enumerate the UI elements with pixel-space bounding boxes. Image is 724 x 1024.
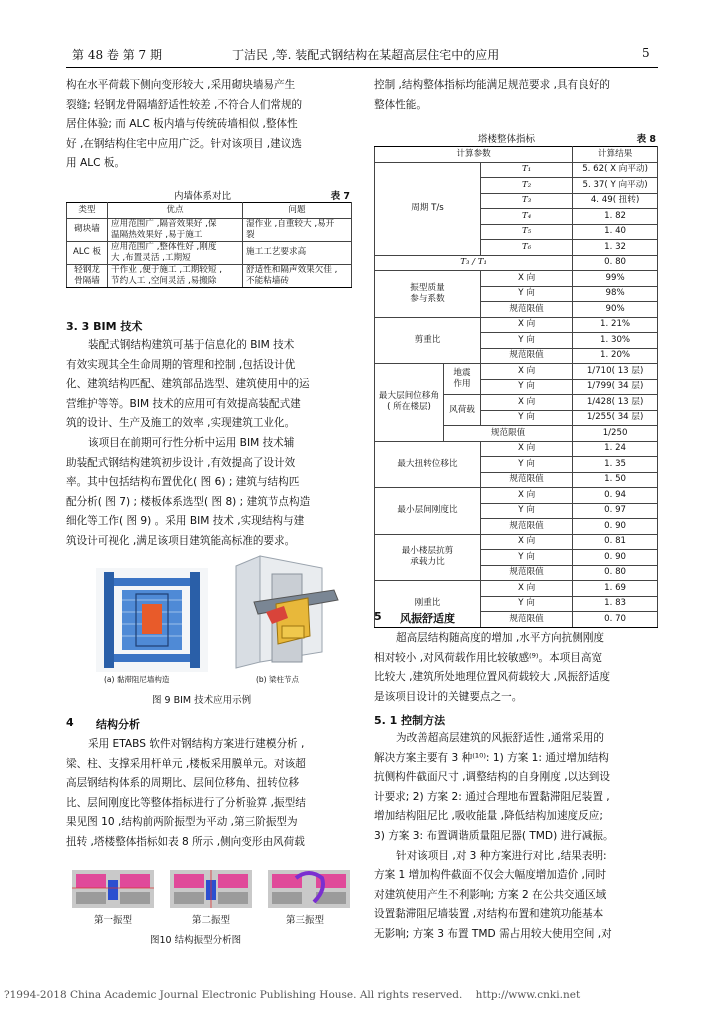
cell-line: 应用范围广 ,隔音效果好 ,保 [111,218,217,229]
table7-title: 内墙体系对比 [174,191,232,202]
table8-cell: 1/710( 13 层) [573,364,658,380]
table8-cell [375,534,481,581]
cell-line: 骨隔墙 [74,275,100,286]
table8-cell: X 向 [481,581,573,597]
table8-cell: X 向 [481,534,573,550]
line: 整体性能。 [374,98,427,111]
table7-header: 类型 [67,203,108,219]
line: 解决方案主要有 3 种⁽¹⁰⁾: 1) 方案 1: 通过增加结构 [374,751,609,764]
line: 比较大 ,建筑所处地理位置风荷载较大 ,风振舒适度 [374,671,610,684]
table8-cell: Y 向 [481,286,573,302]
copyright-footer: ?1994-2018 China Academic Journal Electronic Publishing House. All rights reserved. http://www.cnki.net [4,989,581,1001]
table-row [375,534,658,550]
table8-cell: 1. 50 [573,472,658,488]
table8-cell [375,271,481,318]
page-number: 5 [642,46,650,60]
line: 3) 方案 3: 布置调谐质量阻尼器( TMD) 进行减振。 [374,829,614,842]
cell-line: 温隔热效果好 ,易于施工 [111,229,203,240]
line: 控制 ,结构整体指标均能满足规范要求 ,具有良好的 [374,79,610,91]
table8-cell: Y 向 [481,503,573,519]
line: 为改善超高层建筑的风振舒适性 ,通常采用的 [396,732,605,744]
table8-cell: 5. 62( X 向平动) [573,162,658,178]
left-intro [66,76,352,174]
table8-cell: 1. 30% [573,333,658,349]
line: 计要求; 2) 方案 2: 通过合理地布置黏滞阻尼装置 , [374,790,610,803]
table7-label: 表 7 [330,191,350,202]
table7-cell [243,218,352,241]
table8-cell: Y 向 [481,550,573,566]
table8-cell: X 向 [481,317,573,333]
line: 配分析( 图 7) ; 楼板体系选型( 图 8) ; 建筑节点构造 [66,495,311,508]
line: 方案 1 增加构件截面不仅会大幅度增加造价 ,同时 [374,869,607,882]
table8-cell: 98% [573,286,658,302]
table8-cell: 最小层间刚度比 [375,488,481,535]
table8-cell: 周期 T/s [375,162,481,255]
section-5-1-title: 5. 1 控制方法 [374,714,446,727]
line: 比、层间刚度比等整体指标进行了分析验算 ,振型结 [66,796,306,809]
table7-header: 优点 [108,203,243,219]
table-row [375,317,658,333]
cell-line: 最小楼层抗剪 [401,546,454,557]
table8-cell: T₂ [481,178,573,194]
cell-line: 干作业 ,便于施工 ,工期较短 , [111,264,222,275]
table-row [375,255,658,271]
line: 化、建筑结构匹配、建筑部品选型、建筑使用中的运 [66,378,310,391]
line: 率。其中包括结构布置优化( 图 6) ; 建筑与结构匹 [66,476,300,489]
table8-cell: 1/799( 34 层) [573,379,658,395]
running-title: 丁洁民 ,等. 装配式钢结构在某超高层住宅中的应用 [232,48,500,62]
table8-cell: 剪重比 [375,317,481,364]
table-row [67,264,352,287]
cell-line: 大 ,布置灵活 ,工期短 [111,252,191,263]
table7-header: 问题 [243,203,352,219]
line: 该项目在前期可行性分析中运用 BIM 技术辅 [88,436,295,449]
table-row [375,581,658,597]
table8-grid [374,146,658,628]
line: 设置黏滞阻尼墙装置 ,对结构布置和建筑功能基本 [374,908,604,921]
table8-label: 表 8 [636,134,656,145]
line: 好 ,在钢结构住宅中应用广泛。针对该项目 ,建议选 [66,137,302,150]
table8-cell: 0. 80 [573,565,658,581]
table8-cell: T₃ [481,193,573,209]
section-4-title: 结构分析 [96,718,140,731]
table8-cell: 5. 37( Y 向平动) [573,178,658,194]
table8-cell [444,364,481,395]
section-5-body [374,629,658,707]
journal-volume: 第 48 卷 第 7 期 [72,48,162,62]
line: 高层钢结构体系的周期比、层间位移角、扭转位移 [66,777,300,790]
line: 针对该项目 ,对 3 种方案进行对比 ,结果表明: [396,849,607,862]
table8-cell: 规范限值 [481,348,573,364]
table8-cell: Y 向 [481,596,573,612]
cell-line: 参与系数 [410,293,445,304]
table8-cell: 1/255( 34 层) [573,410,658,426]
table8-cell: 规范限值 [481,612,573,628]
table-row [375,162,658,178]
table8-header: 计算结果 [573,147,658,163]
table8-cell: 0. 81 [573,534,658,550]
cell-line: 承载力比 [410,557,445,568]
table7-cell: ALC 板 [67,241,108,264]
table8-cell: X 向 [481,441,573,457]
beam-column-joint-illustration [226,552,344,670]
table7 [66,186,352,288]
table8-cell: 0. 90 [573,550,658,566]
table7-cell [108,218,243,241]
line: 细化等工作( 图 9) 。采用 BIM 技术 ,实现结构与建 [66,515,305,528]
table8-cell: 1. 20% [573,348,658,364]
table-row [375,271,658,287]
table8-cell: 1. 83 [573,596,658,612]
cell-line: 振型质量 [410,282,445,293]
cell-line: 地震 [453,368,471,378]
table7-cell: 砌块墙 [67,218,108,241]
figure10-mode-shapes [72,864,352,914]
table8-cell: 规范限值 [481,472,573,488]
line: 营维护等等。BIM 技术的应用可有效提高装配式建 [66,397,301,410]
section-5-number: 5 [374,610,382,623]
line: 居住体验; 而 ALC 板内墙与传统砖墙相似 ,整体性 [66,118,298,131]
table8-cell: 刚重比 [375,581,481,628]
figure9a-caption: (a) 黏滞阻尼墙构造 [104,675,170,684]
table8-cell: 0. 80 [573,255,658,271]
section-4-body [66,735,352,853]
table8-cell: 风荷载 [444,395,481,426]
table8-cell: 4. 49( 扭转) [573,193,658,209]
table8-cell: T₄ [481,209,573,225]
table8-cell: 0. 90 [573,519,658,535]
table7-cell: 施工工艺要求高 [243,241,352,264]
cell-line: 裂 [246,229,255,240]
line: 构在水平荷载下侧向变形较大 ,采用砌块墙易产生 [66,79,296,91]
table8-header: 计算参数 [375,147,573,163]
table8-cell: 90% [573,302,658,318]
figure9-caption: 图 9 BIM 技术应用示例 [152,695,252,706]
line: 扭转 ,塔楼整体指标如表 8 所示 ,侧向变形由风荷载 [66,835,305,848]
damper-wall-illustration [96,568,208,672]
cell-line: 节约人工 ,空间灵活 ,易搬除 [111,275,217,286]
table7-cell [243,264,352,287]
table8-cell: X 向 [481,395,573,411]
figure10-label-2: 第二振型 [192,915,231,926]
table8-cell: 规范限值 [481,302,573,318]
table8-cell: T₅ [481,224,573,240]
table8-cell: X 向 [481,488,573,504]
table8-cell: Y 向 [481,379,573,395]
section-5-title: 风振舒适度 [400,612,455,625]
line: 抗侧构件截面尺寸 ,调整结构的自身刚度 ,以达到设 [374,771,610,784]
table8-cell [375,364,444,442]
table8-cell: X 向 [481,364,573,380]
cell-line: 最大层间位移角 [378,391,440,402]
table8-cell: 1. 21% [573,317,658,333]
table8-cell: 1. 24 [573,441,658,457]
section-3-3-body [66,336,352,552]
figure10-label-1: 第一振型 [94,915,133,926]
figure9b-caption: (b) 梁柱节点 [256,675,299,684]
table8-cell: 1. 40 [573,224,658,240]
table8-cell: 1. 35 [573,457,658,473]
line: 筑设计可视化 ,满足该项目建筑能高标准的要求。 [66,534,296,547]
cell-line: 应用范围广 ,整体性好 ,刚度 [111,241,217,252]
line: 无影响; 方案 3 布置 TMD 需占用较大使用空间 ,对 [374,927,612,940]
table8-cell: Y 向 [481,410,573,426]
line: 相对较小 ,对风荷载作用比较敏感⁽⁹⁾。本项目高宽 [374,651,603,664]
line: 是该项目设计的关键要点之一。 [374,690,523,703]
table8-cell: 0. 70 [573,612,658,628]
line: 采用 ETABS 软件对钢结构方案进行建模分析 , [88,738,305,750]
table8-cell: T₆ [481,240,573,256]
line: 有效实现其全生命周期的管理和控制 ,包括设计优 [66,358,296,371]
table7-grid [66,202,352,288]
line: 助装配式钢结构建筑初步设计 ,有效提高了设计效 [66,456,296,469]
line: 超高层结构随高度的增加 ,水平方向抗侧刚度 [396,632,605,644]
cell-line: 湿作业 ,自重较大 ,易开 [246,218,335,229]
table7-cell [108,264,243,287]
table8-cell: 1. 82 [573,209,658,225]
line: 梁、柱、支撑采用杆单元 ,楼板采用膜单元。对该超 [66,757,306,770]
section-4-number: 4 [66,716,74,729]
section-5-1-body [374,729,658,945]
figure9b-beam-column-joint [226,552,344,670]
figure10-caption: 图10 结构振型分析图 [150,935,242,946]
table8-cell: 1/428( 13 层) [573,395,658,411]
table8-cell: 99% [573,271,658,287]
table8-title: 塔楼整体指标 [478,134,536,145]
table8-cell: 0. 94 [573,488,658,504]
mode-shapes-illustration [72,864,352,914]
header-rule [66,67,658,68]
line: 筑的设计、生产及施工的效率 ,实现建筑工业化。 [66,417,296,430]
table-row [375,441,658,457]
table-row [375,488,658,504]
table8-cell: 规范限值 [481,565,573,581]
table8-cell: 1. 32 [573,240,658,256]
table8-cell: 0. 97 [573,503,658,519]
line: 增加结构阻尼比 ,吸收能量 ,降低结构加速度反应; [374,810,603,823]
table7-cell [108,241,243,264]
line: 裂缝; 轻钢龙骨隔墙舒适性较差 ,不符合人们常规的 [66,98,303,111]
table8 [374,130,658,628]
section-3-3-title: 3. 3 BIM 技术 [66,320,143,333]
table8-cell: X 向 [481,271,573,287]
table-row [67,241,352,264]
table8-cell: T₃ / T₁ [375,255,573,271]
line: 对建筑使用产生不利影响; 方案 2 在公共交通区域 [374,888,607,901]
cell-line: 舒适性和隔声效果欠佳 , [246,264,338,275]
table8-cell: 1/250 [573,426,658,442]
line: 装配式钢结构建筑可基于信息化的 BIM 技术 [88,339,295,351]
table8-cell: 最大扭转位移比 [375,441,481,488]
cell-line: 轻钢龙 [74,264,100,275]
table8-cell: 1. 69 [573,581,658,597]
figure9a-damper-wall [96,568,208,672]
table-row [375,364,658,380]
line: 用 ALC 板。 [66,157,126,170]
right-intro [374,76,658,115]
table8-cell: Y 向 [481,333,573,349]
table-row [67,218,352,241]
table7-cell [67,264,108,287]
table8-cell: T₁ [481,162,573,178]
cell-line: 作用 [453,379,471,389]
table8-cell: Y 向 [481,457,573,473]
line: 果见图 10 ,结构前两阶振型为平动 ,第三阶振型为 [66,816,298,829]
table8-cell: 规范限值 [481,519,573,535]
cell-line: ( 所在楼层) [387,402,431,413]
table8-cell: 规范限值 [444,426,573,442]
figure10-label-3: 第三振型 [286,915,325,926]
cell-line: 不能粘墙砖 [246,275,289,286]
